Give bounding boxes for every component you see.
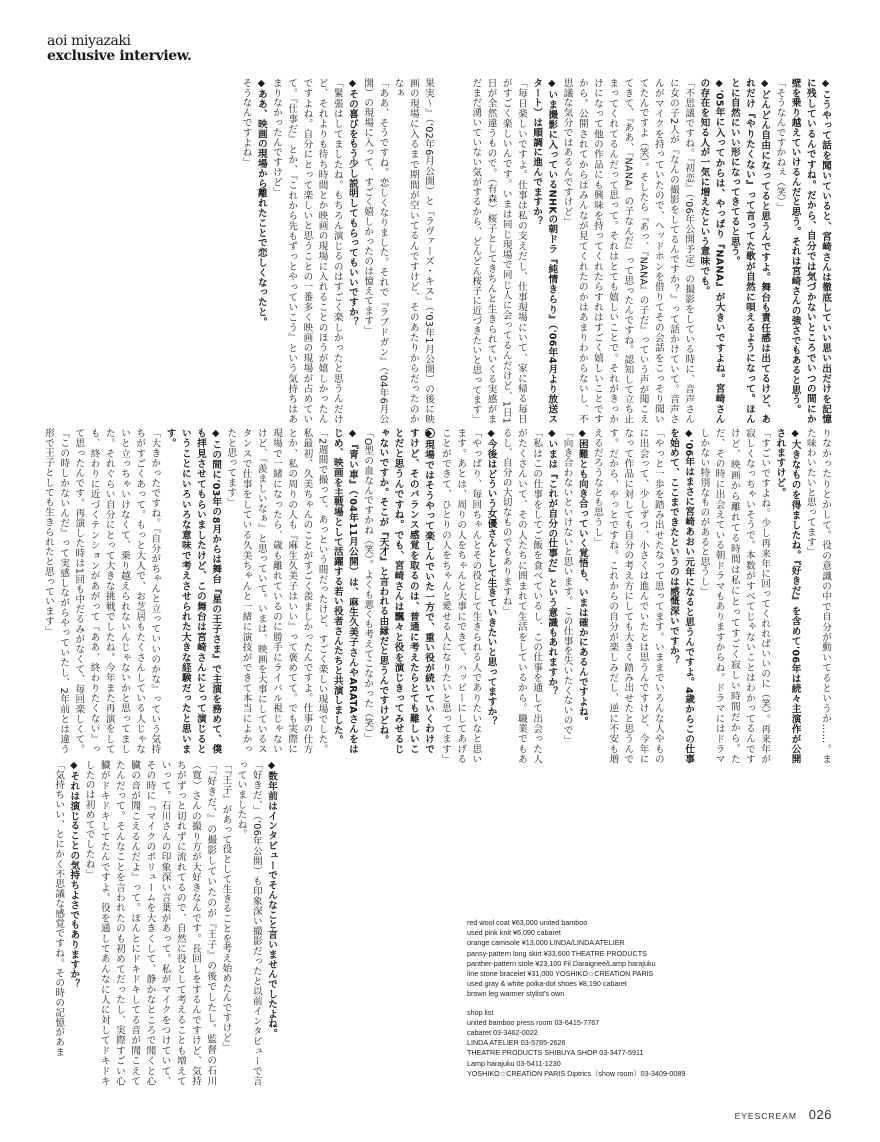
magazine-name: EYESCREAM xyxy=(734,1111,797,1121)
interview-question: ◆『青い車』（'04年11月公開）は、麻生久美子さんやARATAさんをはじめ、映画を主戦場として活躍する若い役者さんたちと共演しました。 xyxy=(331,428,358,754)
interview-question: ◆困難とも向き合っていく覚悟も、いまは確かにあるんですよね。 xyxy=(576,428,588,727)
interview-question: ◆いま撮影に入っているNHKの朝ドラ『純情きらり』（'06年4月より放送スタート）は順調に進んでますか？ xyxy=(531,78,558,424)
text-column-block xyxy=(42,428,436,754)
interview-answer: そうなんですよね」 xyxy=(240,78,252,168)
credit-item: panther-pattern stole ¥23,100 Fil Daraignee/Lamp harajuku xyxy=(467,958,656,968)
interview-answer: りなかったりとかして。役の意識の中で自分が動いてるというか……。また味わいたいと思ってます」 xyxy=(804,428,831,764)
shop-list-heading: shop list xyxy=(467,1007,494,1017)
interview-answer: 「毎日楽しいですよ。仕事は私の支えだし、仕事現場にいて、家に帰る毎日がすごく楽しいんです。いまは同じ現場で同じ人に会ってるんだけど、1日1日が全然違うもので。（有森）桜子としてきちんと生きられていくる実感がまだまだ湧いていない気がするから、どんどん桜子に近づきたいと思ってます」 xyxy=(470,78,527,425)
interview-question: ◆その喜びをもう少し説明してもらってもいいですか？ xyxy=(346,78,358,327)
interview-answer: 「向き合わないといけないと思います。この仕事を失いたくないので」 xyxy=(561,428,573,745)
shop-item: YOSHIKO☆CREATiON PARIS Diptrics（show room）03-3409-0089 xyxy=(467,1068,686,1078)
shop-item: THEATRE PRODUCTS SHIBUYA SHOP 03-3477-5911 xyxy=(467,1048,644,1058)
shop-item: cabaret 03-3462-0022 xyxy=(467,1028,538,1038)
interview-question: ◆'05年に入ってからは、やっぱり『NANA』が大きいですよね。宮崎さんの存在を知る人が一気に増えたという意味でも。 xyxy=(698,78,725,424)
credit-item: red wool coat ¥63,000 united bamboo xyxy=(467,918,588,927)
end-mark-icon xyxy=(425,428,435,438)
text-column-block xyxy=(46,760,279,1086)
interview-answer: 果実〜』（'02年6月公開）と『ラヴァーズ・キス』（'03年1月公開）の後に映画の現場に入るまで期間が空いてるんですけど、そのあたりからだったのかなぁ xyxy=(392,78,434,424)
interview-question: ◆現場ではそうやって楽しんでいた一方で、重い役が続いていくわけですけど、そのバランス感覚を取るのは、普通に考えたらとても難しいことだと思うんですね。でも、宮崎さんは飄々と役を演じきってみせるじゃないですか。そこが『天才』と言われる由縁だと思うんですけどね。 xyxy=(377,428,434,754)
interview-answer: 「緊張はしてましたね。もちろん演じるのはすごく楽しかったと思うんだけど、それよりも待ち時間とか映画の現場に入れることのほうが嬉しかったんですよね。自分にとって楽しいと思うことの一番多く映画の現場が占めていて。『仕事だ』とか、『これから先もずっとやっていこう』という気持ちはあまりなかったんですけど」 xyxy=(270,78,343,424)
interview-answer: 「やっと一歩を踏み出せたなって思ってます。いままでいろんな人やものに出会って、少しずつ、小さくは進んでいたとは思うんですけど、今年になって作品に対しても自分の考え方にしても大きく踏み出せたと思うんです。だから、やっとですね。これからの自分が楽しみだし、逆に不安も増えるだろうなとも思うし」 xyxy=(591,428,664,764)
shop-item: united bamboo press room 03-6415-7767 xyxy=(467,1017,600,1027)
page-number: 026 xyxy=(808,1107,832,1122)
interview-answer: 「大きかったですね。『自分がちゃんと立っていいのかな』っていう気持ちがすごくあって。もっと大人で、お芝居もたくさんしている人じゃないと立っちゃいけなくて、乗り越えられないんじゃないかと思ってました。それぐらい自分にとって大きな挑戦でしたね。今年また再演をしても、終わりに近づくテンションがあがって『ああ、終わりたくない』って思ったんです。再演した時は1回も中だるみがなくて、毎回楽しくて。『この時しかないんだ』って実感しながらやっていたし、2年前とは違う形で王子としても生きられたと思っています」 xyxy=(42,428,161,754)
interview-answer: 「そうなんですかねぇ（笑）」 xyxy=(774,78,786,212)
interview-answer: 「すごいですよね。少し再来年に回ってくれればいいのに（笑）。再来年が寂しくなっちゃいそうで。本数がすべてじゃないことはわかってるんですけど、映画から離れてる時間は私にとってすごく寂しい時間だから。ただ、その時に出会えている朝ドラマもありますからね。ドラマにはドラマしかない特別なものがあると思うし」 xyxy=(698,428,771,764)
interview-answer: 「『好きだ、』の撮影していたのが『王子』の後でしたし。監督の石川（寛）さんの撮り方が大好きなんです。長回しをするんですけど、気持ちがずっと切れずに流れてるので、自然に役として考えることも増えていって。石川さんの印象深い言葉があって。私がマイクをつけていて、その時に『マイクのボリュームを大きくして、静かなところで聞くと心臓の音が聞こえるんだよ』って。ほんとにドキドキしてる音が聞こえてたんだって。そんなことを言われたのも初めてだったし、実際すごい心臓がドキドキしてたんですよ。役を通してあんなに人に対してドキドキしたのは初めてでしたね」 xyxy=(83,760,217,1086)
interview-answer: 「2週間で撮って、あっという間だったけど、すごく楽しい現場でした。私最初、久美ちゃんのことがすごく羨ましかったんですよ。仕事の仕方とか、私の周りの人も『麻生久美子はいい』って褒めてて。でも実際に現場で一緒になったら、歳も離れているのに勝手にライバル視じゃないけど、『羨ましいなぁ』と思っていて。いまは、映画を大事にしているスタンスで仕事をしている久美ちゃんと一緒に演技ができて本当によかったと思ってます」 xyxy=(225,428,328,754)
interview-question: ◆こうやって話を聞いていると、宮崎さんは徹底していい思い出だけを記憶に残しているんですね。だから、自分では気づかないところでいつの間にか壁を乗り越えていけるんだと思う。それは宮崎さんの強さでもあると思う。 xyxy=(789,78,831,424)
interview-question: ◆どんどん自由になってると思うんですよ。舞台も責任感は出てるけど、あれだけ『やりたくない』って言ってた歌が自然に唄えるようになって。ほんとに自然にいい形になってきてると思う。 xyxy=(728,78,771,424)
interview-question: ◆ああ、映画の現場から離れたことで恋しくなったと。 xyxy=(255,78,267,327)
credit-item: pansy-pattern long skirt ¥33,600 THEATRE PRODUCTS xyxy=(467,948,647,958)
interview-answer: 「好きだ、」（'06年公開）も印象深い撮影だったと以前インタビューで言っていましたね。 xyxy=(235,760,262,1086)
interview-answer: 「不思議ですね。『初恋』（'06年公開予定）の撮影をしている時に、音声さんに女の子2人が『なんの撮影をしてるんですか？』って話かけていて。音声さんがマイクを持っていたので、ヘッドホンを借りてその会話をこっそり聞いてたんですよ（笑）。そしたら『あっ、『NANA』の子だ』っていう声が聞こえてきて、『ああ、『NANA』の子なんだ』って思ったんですね。認知して立ち止まってくれてるんだって思って。それはとても嬉しいことで。それがきっかけになって他の作品にも興味を持ってくれたらすれはすごく嬉しいことですから。公開されてからはみんなが見てくれたのかはあまりわからないし、不思議な気分ではあるんですけど」 xyxy=(561,78,695,424)
interview-answer: 「O型の血なんですかね（笑）。よくも悪くも考えてこなかった（笑）」 xyxy=(362,428,374,744)
credit-item: brown leg warmer stylist's own xyxy=(467,989,565,999)
interview-answer: 「私はこの仕事をしてご飯を食べているし、この仕事を通して出会った人がたくさんいて、その人たちに囲まれて生活をしているから。職業でもあるし、自分の大切なものでもありますね」 xyxy=(500,428,543,764)
page-footer xyxy=(735,1107,832,1122)
interview-question: ◆'06年はまさに宮崎あおい元年になると思うんですよ。4歳からこの仕事を始めて、ここまできたというのは感慨深いですか？ xyxy=(667,428,695,764)
interview-answer: 「ああ、そうですね。恋しくなりました。それで『ラブドガン』（'04年6月公開）の現場に入って、すごく嬉しかったのは憶えてます」 xyxy=(362,78,389,424)
text-column-block xyxy=(46,78,436,424)
text-column-block xyxy=(451,78,833,424)
interview-question: ◆数年前はインタビューでそんなこと言いませんでしたよね。 xyxy=(266,760,277,1039)
shop-item: Lamp harajuku 03-5411-1230 xyxy=(467,1058,561,1068)
interview-question: ◆大きなものを得ましたね。『好きだ』を含めて'06年は続々主演作が公開されますけど。 xyxy=(774,428,801,764)
interview-answer: 「やっぱり、毎回ちゃんとその役として生きられる人でありたいなと思います。あとは、周りの人をちゃんと大事にできて、ハッピーにしてあげることができて、ひとりの人をちゃんと愛せる人になりたいと思ってます」 xyxy=(423,428,484,764)
interview-answer: 「『王子』があって役として生きることを考え始めたんですけど」 xyxy=(220,760,232,1053)
shop-item: LINDA ATELIER 03-5785-2626 xyxy=(467,1038,566,1048)
credit-item: orange camisole ¥13,000 LINDA/LINDA ATELIER xyxy=(467,938,625,948)
credit-item: line stone bracelet ¥31,000 YOSHIKO☆CREATiON PARIS xyxy=(467,969,654,979)
interview-question: ◆今後はどういう女優さんとして生きていきたいと思ってますか？ xyxy=(485,428,497,727)
interview-question: ◆いまは『これが自分の仕事だ』という意識もあれますか？ xyxy=(546,428,558,697)
header-name: aoi miyazaki xyxy=(47,33,131,49)
header-subtitle: exclusive interview. xyxy=(47,48,192,64)
text-column-block xyxy=(439,428,833,764)
interview-question: ◆それは演じることの気持ちよさでもありますか？ xyxy=(68,760,80,990)
credit-item: used pink knit ¥6,090 cabaret xyxy=(467,928,561,938)
fashion-credits xyxy=(467,918,685,1079)
interview-header xyxy=(47,34,192,64)
credit-item: used gray & white polka-dot shoes ¥8,190 cabaret xyxy=(467,979,627,989)
interview-question: ◆この間に'03年の8月からは舞台『星の王子さま』で主演を務めて、僕も拝見させてもらいましたけど、この舞台は宮崎さんにとって演じるということにいろいろな意味で考えさせられた大きな経験だったと思います。 xyxy=(164,428,222,754)
interview-answer: 「気持ちいい、とにかく不思議な感覚ですね。その時の記憶があま xyxy=(53,760,65,1057)
